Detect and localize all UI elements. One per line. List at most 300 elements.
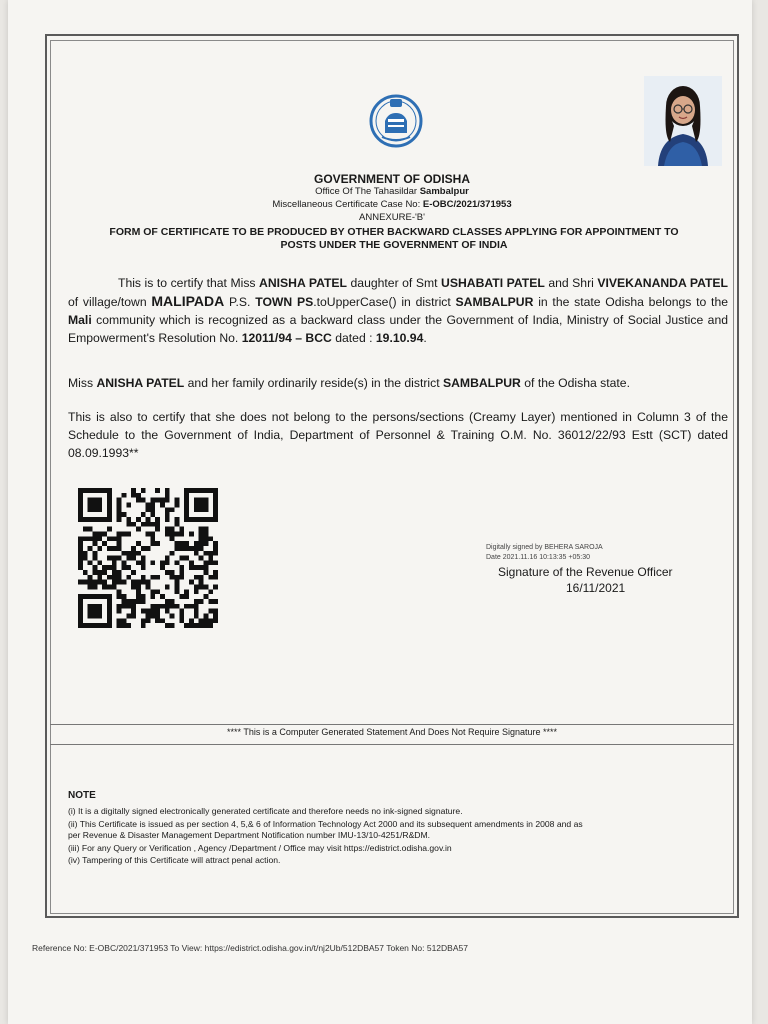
qr-module <box>150 498 155 503</box>
qr-module <box>107 618 112 623</box>
qr-module <box>184 488 189 493</box>
qr-module <box>107 512 112 517</box>
qr-module <box>199 527 204 532</box>
qr-module <box>126 604 131 609</box>
qr-module <box>194 551 199 556</box>
applicant-name: ANISHA PATEL <box>259 276 347 290</box>
qr-module <box>150 522 155 527</box>
qr-module <box>136 527 141 532</box>
qr-module <box>150 604 155 609</box>
qr-module <box>179 565 184 570</box>
qr-module <box>204 614 209 619</box>
qr-module <box>204 531 209 536</box>
qr-module <box>88 527 93 532</box>
qr-module <box>78 614 83 619</box>
qr-module <box>131 488 136 493</box>
qr-module <box>117 623 122 628</box>
qr-module <box>117 546 122 551</box>
qr-module <box>170 531 175 536</box>
qr-module <box>112 546 117 551</box>
signature-title: Signature of the Revenue Officer <box>498 565 673 579</box>
qr-module <box>150 536 155 541</box>
qr-module <box>83 594 88 599</box>
qr-module <box>107 517 112 522</box>
qr-module <box>184 594 189 599</box>
qr-module <box>165 507 170 512</box>
qr-module <box>189 531 194 536</box>
qr-module <box>141 618 146 623</box>
qr-module <box>189 546 194 551</box>
qr-module <box>102 488 107 493</box>
qr-module <box>208 517 213 522</box>
qr-module <box>175 531 180 536</box>
qr-module <box>184 498 189 503</box>
qr-module <box>97 609 102 614</box>
qr-module <box>88 517 93 522</box>
qr-module <box>92 594 97 599</box>
qr-module <box>97 531 102 536</box>
qr-module <box>92 541 97 546</box>
qr-module <box>175 589 180 594</box>
qr-module <box>92 604 97 609</box>
qr-module <box>92 517 97 522</box>
qr-module <box>97 488 102 493</box>
qr-module <box>136 541 141 546</box>
qr-module <box>107 575 112 580</box>
qr-module <box>102 623 107 628</box>
qr-module <box>170 604 175 609</box>
qr-module <box>204 551 209 556</box>
case-line <box>60 199 724 210</box>
qr-module <box>126 623 131 628</box>
qr-module <box>88 507 93 512</box>
qr-module <box>150 594 155 599</box>
qr-module <box>136 551 141 556</box>
qr-module <box>199 618 204 623</box>
qr-module <box>78 565 83 570</box>
p1-text-c: and Shri <box>548 276 594 290</box>
p2-text-c: of the Odisha state. <box>524 376 630 390</box>
qr-module <box>155 609 160 614</box>
qr-module <box>107 527 112 532</box>
qr-module <box>146 585 151 590</box>
note-title: NOTE <box>68 790 96 801</box>
qr-module <box>117 618 122 623</box>
qr-module <box>141 512 146 517</box>
qr-module <box>141 623 146 628</box>
qr-module <box>170 551 175 556</box>
qr-module <box>97 594 102 599</box>
qr-module <box>179 575 184 580</box>
qr-module <box>78 609 83 614</box>
qr-module <box>208 488 213 493</box>
qr-module <box>112 575 117 580</box>
qr-module <box>194 488 199 493</box>
qr-module <box>160 565 165 570</box>
qr-module <box>78 623 83 628</box>
qr-module <box>117 507 122 512</box>
qr-module <box>88 488 93 493</box>
qr-module <box>121 512 126 517</box>
qr-module <box>131 614 136 619</box>
qr-module <box>83 556 88 561</box>
qr-module <box>136 599 141 604</box>
qr-module <box>165 488 170 493</box>
p1-text-g: in the state Odisha belongs to the <box>538 295 728 309</box>
signature-date: 16/11/2021 <box>566 581 626 595</box>
qr-module <box>97 546 102 551</box>
qr-module <box>194 507 199 512</box>
qr-module <box>126 565 131 570</box>
qr-module <box>117 541 122 546</box>
qr-code-icon <box>76 488 220 628</box>
qr-module <box>199 536 204 541</box>
qr-module <box>213 541 218 546</box>
qr-module <box>160 604 165 609</box>
qr-module <box>141 580 146 585</box>
qr-module <box>146 609 151 614</box>
qr-module <box>107 498 112 503</box>
qr-module <box>97 575 102 580</box>
qr-module <box>92 614 97 619</box>
qr-module <box>88 623 93 628</box>
qr-module <box>141 599 146 604</box>
qr-module <box>126 517 131 522</box>
note-line-5: (iv) Tampering of this Certificate will attract penal action. <box>68 855 281 865</box>
case-prefix: Miscellaneous Certificate Case No: <box>272 199 421 210</box>
qr-module <box>175 604 180 609</box>
qr-module <box>165 531 170 536</box>
qr-module <box>208 575 213 580</box>
qr-module <box>194 604 199 609</box>
qr-module <box>179 541 184 546</box>
qr-module <box>92 551 97 556</box>
qr-module <box>97 517 102 522</box>
qr-module <box>170 507 175 512</box>
qr-module <box>155 488 160 493</box>
qr-module <box>131 570 136 575</box>
qr-module <box>199 488 204 493</box>
qr-module <box>131 522 136 527</box>
qr-module <box>141 522 146 527</box>
qr-module <box>141 546 146 551</box>
qr-module <box>165 585 170 590</box>
qr-module <box>213 512 218 517</box>
qr-module <box>199 507 204 512</box>
qr-module <box>117 604 122 609</box>
qr-module <box>121 493 126 498</box>
qr-module <box>121 560 126 565</box>
qr-module <box>179 618 184 623</box>
qr-module <box>184 541 189 546</box>
qr-module <box>141 488 146 493</box>
qr-module <box>170 623 175 628</box>
qr-module <box>97 614 102 619</box>
qr-module <box>199 502 204 507</box>
qr-module <box>150 507 155 512</box>
qr-module <box>170 614 175 619</box>
qr-module <box>179 556 184 561</box>
qr-module <box>88 585 93 590</box>
qr-module <box>112 580 117 585</box>
qr-module <box>117 536 122 541</box>
qr-module <box>136 585 141 590</box>
p2-text-a: Miss <box>68 376 94 390</box>
odisha-state-emblem-icon <box>368 93 424 149</box>
qr-module <box>175 575 180 580</box>
qr-module <box>208 589 213 594</box>
qr-module <box>184 507 189 512</box>
qr-module <box>78 488 83 493</box>
qr-module <box>131 556 136 561</box>
qr-module <box>141 560 146 565</box>
qr-module <box>107 546 112 551</box>
qr-module <box>184 556 189 561</box>
qr-module <box>155 517 160 522</box>
qr-module <box>136 517 141 522</box>
qr-module <box>194 502 199 507</box>
qr-module <box>194 498 199 503</box>
qr-module <box>213 599 218 604</box>
qr-module <box>88 560 93 565</box>
qr-module <box>160 594 165 599</box>
qr-module <box>121 565 126 570</box>
qr-module <box>107 609 112 614</box>
qr-module <box>131 580 136 585</box>
qr-module <box>146 502 151 507</box>
qr-module <box>121 551 126 556</box>
p1-text-h: community which is recognized as a backward class under the Government of India, Ministry of Social Justice and Empowerment's Resolution No. <box>68 313 728 345</box>
qr-module <box>208 618 213 623</box>
qr-module <box>78 493 83 498</box>
qr-module <box>208 560 213 565</box>
qr-module <box>131 604 136 609</box>
qr-module <box>213 575 218 580</box>
qr-module <box>194 585 199 590</box>
qr-module <box>213 609 218 614</box>
mother-name: USHABATI PATEL <box>441 276 545 290</box>
qr-module <box>208 599 213 604</box>
qr-module <box>78 618 83 623</box>
qr-module <box>131 551 136 556</box>
qr-module <box>136 498 141 503</box>
qr-module <box>179 531 184 536</box>
qr-module <box>199 541 204 546</box>
qr-module <box>213 488 218 493</box>
creamy-layer-paragraph: This is also to certify that she does not belong to the persons/sections (Creamy Layer) mentioned in Column 3 of the Schedule to the Government of India, Department of Personnel & Training O.M. No. 36012/22/93 Estt (SCT) dated 08.09.1993** <box>68 410 728 460</box>
qr-module <box>155 498 160 503</box>
qr-module <box>126 556 131 561</box>
qr-module <box>165 517 170 522</box>
qr-module <box>204 507 209 512</box>
qr-module <box>165 604 170 609</box>
qr-module <box>83 623 88 628</box>
p1-text-f: .toUpperCase() in district <box>313 295 451 309</box>
qr-module <box>136 560 141 565</box>
community-name: Mali <box>68 313 92 327</box>
qr-module <box>126 502 131 507</box>
qr-module <box>78 594 83 599</box>
father-name: VIVEKANANDA PATEL <box>597 276 728 290</box>
note-line-1: (i) It is a digitally signed electronically generated certificate and therefore needs no ink-signed signature. <box>68 806 463 816</box>
qr-module <box>78 517 83 522</box>
qr-module <box>165 498 170 503</box>
certification-paragraph <box>68 274 728 347</box>
office-place: Sambalpur <box>419 186 469 197</box>
qr-module <box>189 488 194 493</box>
government-title: GOVERNMENT OF ODISHA <box>313 172 470 186</box>
qr-module <box>155 522 160 527</box>
qr-module <box>107 493 112 498</box>
qr-module <box>160 498 165 503</box>
qr-module <box>107 585 112 590</box>
qr-module <box>204 570 209 575</box>
qr-module <box>194 609 199 614</box>
qr-module <box>136 589 141 594</box>
qr-module <box>208 536 213 541</box>
qr-module <box>121 580 126 585</box>
qr-module <box>92 565 97 570</box>
qr-module <box>146 522 151 527</box>
qr-module <box>92 609 97 614</box>
qr-module <box>141 609 146 614</box>
qr-module <box>189 580 194 585</box>
qr-module <box>131 493 136 498</box>
resolution-number: 12011/94 – BCC <box>241 331 332 345</box>
qr-module <box>117 580 122 585</box>
qr-module <box>150 609 155 614</box>
qr-module <box>88 604 93 609</box>
qr-module <box>160 560 165 565</box>
qr-module <box>189 565 194 570</box>
qr-module <box>92 531 97 536</box>
qr-module <box>107 604 112 609</box>
qr-module <box>146 580 151 585</box>
qr-module <box>117 570 122 575</box>
p1-text-end: . <box>423 331 427 345</box>
qr-module <box>170 570 175 575</box>
qr-module <box>155 575 160 580</box>
p2-district: SAMBALPUR <box>443 376 521 390</box>
qr-module <box>126 522 131 527</box>
qr-module <box>97 507 102 512</box>
qr-module <box>117 556 122 561</box>
qr-module <box>102 594 107 599</box>
qr-module <box>189 517 194 522</box>
qr-module <box>97 536 102 541</box>
qr-module <box>213 570 218 575</box>
qr-module <box>97 604 102 609</box>
qr-module <box>83 580 88 585</box>
qr-module <box>117 531 122 536</box>
qr-module <box>112 570 117 575</box>
office-prefix: Office Of The Tahasildar <box>315 186 418 197</box>
qr-module <box>213 517 218 522</box>
residence-paragraph <box>68 374 728 392</box>
qr-module <box>179 570 184 575</box>
qr-module <box>112 560 117 565</box>
qr-module <box>121 594 126 599</box>
qr-module <box>175 546 180 551</box>
form-title <box>62 226 726 252</box>
qr-module <box>189 604 194 609</box>
qr-module <box>175 585 180 590</box>
qr-module <box>184 604 189 609</box>
qr-module <box>131 585 136 590</box>
qr-module <box>175 517 180 522</box>
qr-module <box>78 556 83 561</box>
qr-module <box>107 507 112 512</box>
qr-module <box>97 580 102 585</box>
qr-module <box>102 565 107 570</box>
qr-module <box>150 589 155 594</box>
qr-module <box>107 502 112 507</box>
qr-module <box>184 589 189 594</box>
qr-module <box>83 536 88 541</box>
qr-module <box>199 623 204 628</box>
qr-module <box>107 488 112 493</box>
qr-module <box>204 527 209 532</box>
qr-module <box>121 623 126 628</box>
p1-text-i: dated : <box>335 331 373 345</box>
qr-module <box>88 575 93 580</box>
qr-module <box>199 556 204 561</box>
qr-module <box>78 507 83 512</box>
qr-module <box>170 599 175 604</box>
qr-module <box>88 498 93 503</box>
qr-module <box>97 570 102 575</box>
qr-module <box>165 527 170 532</box>
qr-module <box>112 585 117 590</box>
qr-module <box>83 527 88 532</box>
qr-module <box>189 560 194 565</box>
qr-module <box>184 502 189 507</box>
qr-module <box>204 594 209 599</box>
qr-module <box>102 531 107 536</box>
form-title-line-2: POSTS UNDER THE GOVERNMENT OF INDIA <box>280 239 508 251</box>
applicant-photo <box>644 76 722 166</box>
qr-module <box>146 531 151 536</box>
qr-module <box>117 575 122 580</box>
qr-module <box>126 575 131 580</box>
qr-module <box>208 551 213 556</box>
qr-module <box>175 560 180 565</box>
qr-module <box>126 614 131 619</box>
qr-module <box>117 594 122 599</box>
qr-module <box>78 560 83 565</box>
qr-module <box>88 609 93 614</box>
p2-applicant-name: ANISHA PATEL <box>96 376 185 390</box>
qr-module <box>92 536 97 541</box>
p2-text-b: and her family ordinarily reside(s) in the district <box>187 376 440 390</box>
qr-module <box>88 546 93 551</box>
qr-module <box>175 498 180 503</box>
qr-module <box>165 512 170 517</box>
annexure-label: ANNEXURE-'B' <box>359 212 425 223</box>
qr-module <box>204 517 209 522</box>
qr-module <box>136 594 141 599</box>
qr-module <box>131 609 136 614</box>
qr-module <box>199 599 204 604</box>
qr-module <box>175 502 180 507</box>
note-line-3: per Revenue & Disaster Management Department Notification number IMU-13/10-4251/R&DM. <box>68 830 431 840</box>
qr-module <box>83 488 88 493</box>
qr-module <box>78 604 83 609</box>
note-line-4: (iii) For any Query or Verification , Agency /Department / Office may visit https://edistrict.odisha.gov.in <box>68 843 452 853</box>
qr-module <box>213 551 218 556</box>
qr-module <box>141 498 146 503</box>
qr-module <box>204 618 209 623</box>
